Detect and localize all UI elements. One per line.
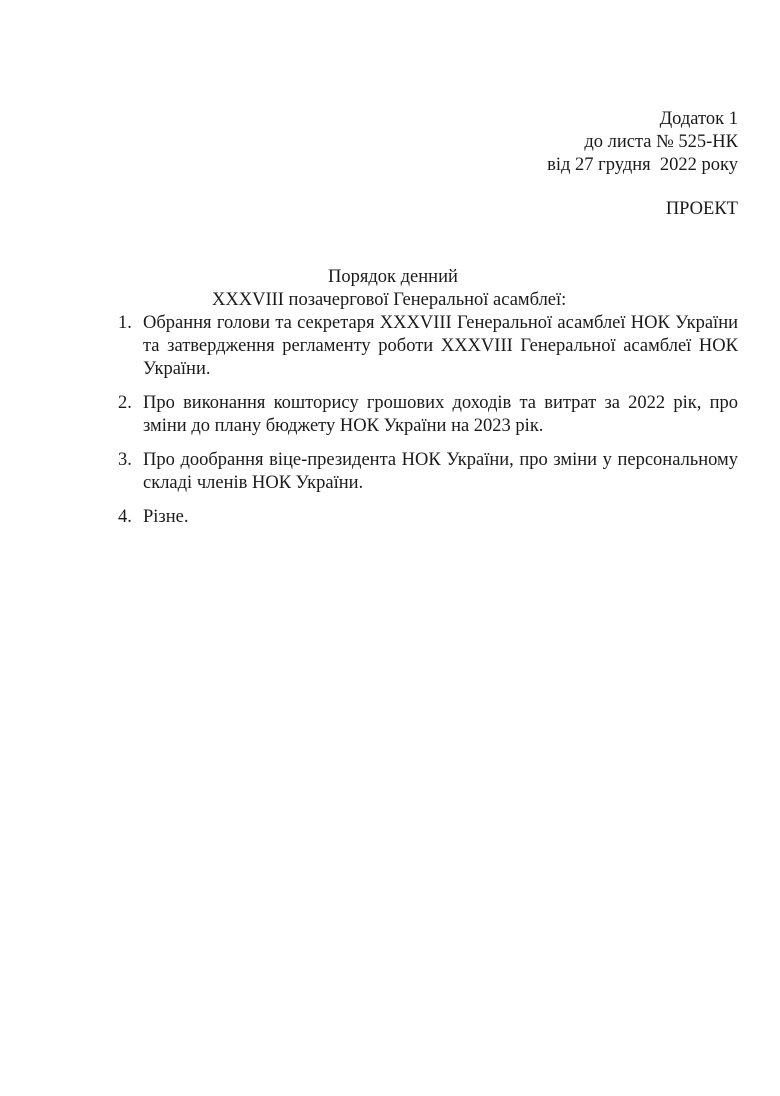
appendix-label: Додаток 1 — [659, 109, 738, 129]
agenda-item — [118, 449, 738, 495]
letter-reference: до листа № 525-НК — [584, 132, 738, 152]
agenda-item-number: 2. — [118, 393, 132, 413]
agenda-item — [118, 392, 738, 438]
agenda-item-text: Про виконання кошторису грошових доходів та витрат за 2022 рік, про зміни до плану бюджету НОК України на 2023 рік. — [143, 393, 738, 436]
agenda-item-text: Обрання голови та секретаря XXXVIII Генеральної асамблеї НОК України та затвердження регламенту роботи XXXVIII Генеральної асамблеї НОК України. — [143, 313, 738, 379]
letter-date: від 27 грудня 2022 року — [547, 155, 738, 175]
appendix-header — [547, 108, 738, 177]
title-line-1: Порядок денний — [328, 267, 458, 287]
agenda-item-number: 4. — [118, 507, 132, 527]
agenda-item-text: Про дообрання віце-президента НОК України, про зміни у персональному складі членів НОК України. — [143, 450, 738, 493]
agenda-item-number: 1. — [118, 313, 132, 333]
agenda-item-number: 3. — [118, 450, 132, 470]
agenda-item — [118, 506, 738, 529]
agenda-list — [118, 312, 738, 540]
agenda-item — [118, 312, 738, 381]
title-line-2: XXXVIII позачергової Генеральної асамблеї: — [212, 290, 567, 310]
agenda-item-text: Різне. — [143, 507, 189, 527]
draft-label: ПРОЕКТ — [665, 199, 738, 219]
